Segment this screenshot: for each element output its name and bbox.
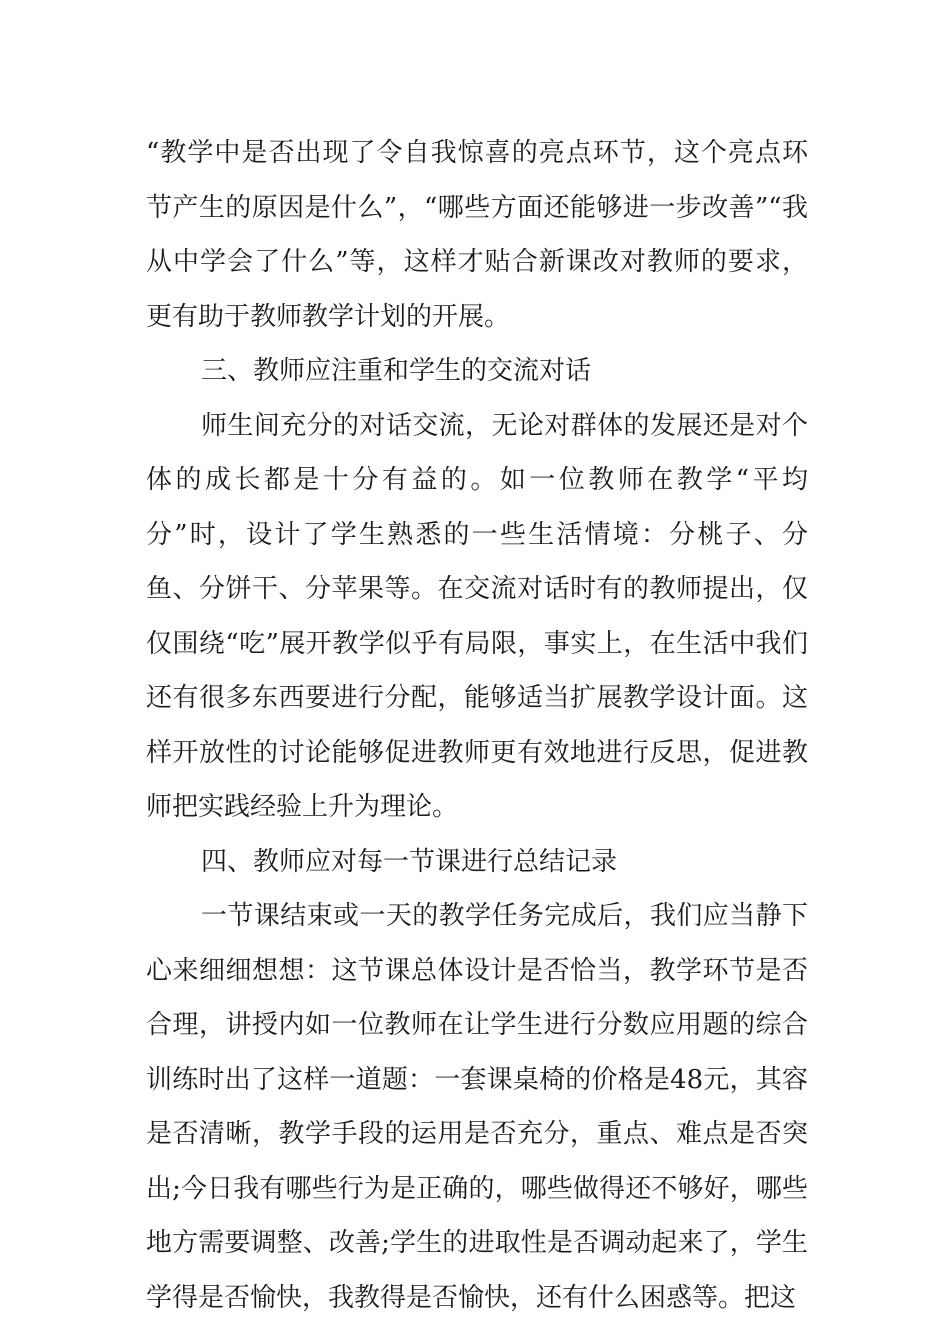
body-paragraph-continued: “教学中是否出现了令自我惊喜的亮点环节，这个亮点环节产生的原因是什么”，“哪些方面还能够进一步改善”“我从中学会了什么”等，这样才贴合新课改对教师的要求，更有助于教师教学计划的开展。 bbox=[146, 138, 808, 332]
body-paragraph: 一节课结束或一天的教学任务完成后，我们应当静下心来细细想想：这节课总体设计是否恰当，教学环节是否合理，讲授内如一位教师在让学生进行分数应用题的综合训练时出了这样一道题：一套课桌椅的价格是48元，其容是否清晰，教学手段的运用是否充分，重点、难点是否突出;今日我有哪些行为是正确的，哪些做得还不够好，哪些地方需要调整、改善;学生的进取性是否调动起来了，学生学得是否愉快，我教得是否愉快，还有什么困惑等。把这 bbox=[146, 901, 808, 1313]
section-heading-3: 三、教师应注重和学生的交流对话 bbox=[201, 356, 592, 386]
section-heading-4: 四、教师应对每一节课进行总结记录 bbox=[201, 846, 618, 877]
body-paragraph: 师生间充分的对话交流，无论对群体的发展还是对个体的成长都是十分有益的。如一位教师在教学“平均分”时，设计了学生熟悉的一些生活情境：分桃子、分鱼、分饼干、分苹果等。在交流对话时有的教师提出，仅仅围绕“吃”展开教学似乎有局限，事实上，在生活中我们还有很多东西要进行分配，能够适当扩展教学设计面。这样开放性的讨论能够促进教师更有效地进行反思，促进教师把实践经验上升为理论。 bbox=[146, 410, 808, 822]
document-page bbox=[146, 126, 808, 1325]
